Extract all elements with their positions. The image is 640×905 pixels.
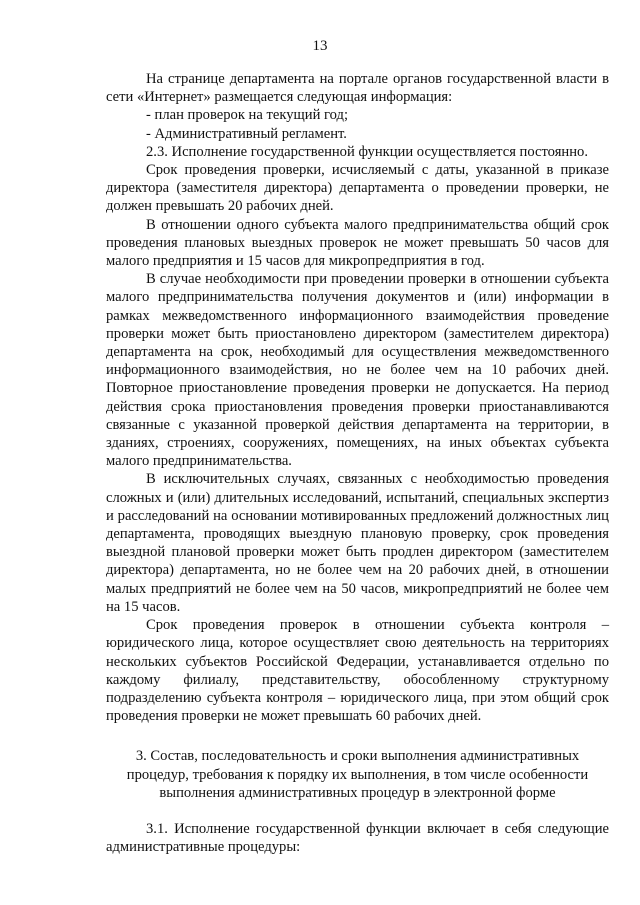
paragraph-small-business-limit: В отношении одного субъекта малого предпринимательства общий срок проведения плановых выездных проверок не может превышать 50 часов для малого предприятия и 15 часов для микропредприятия в год.: [106, 216, 609, 270]
paragraph-inspection-term: Срок проведения проверки, исчисляемый с даты, указанной в приказе директора (заместителя директора) департамента о проведении проверки, не должен превышать 20 рабочих дней.: [106, 162, 609, 215]
section-heading-3: 3. Состав, последовательность и сроки выполнения административных процедур, требования к порядку их выполнения, в том числе особенности выполнения административных процедур в электронной форме: [126, 748, 589, 801]
list-item-inspection-plan: - план проверок на текущий год;: [146, 107, 349, 124]
paragraph-3-1: 3.1. Исполнение государственной функции включает в себя следующие административные процедуры:: [106, 820, 609, 856]
page-number: 13: [312, 38, 328, 54]
paragraph-extension: В исключительных случаях, связанных с необходимостью проведения сложных и (или) длительных исследований, испытаний, специальных экспертиз и расследований на основании мотивированных предложений должностных лиц департамента, проводящих выездную плановую проверку, срок проведения выездной плановой проверки может быть продлен директором (заместителем директора) департамента, но не более чем на 20 рабочих дней, в отношении малых предприятий не более чем на 50 часов, микропредприятий не более чем на 15 часов.: [106, 471, 609, 615]
document-body: [106, 70, 609, 856]
paragraph-2-3: 2.3. Исполнение государственной функции осуществляется постоянно.: [146, 143, 588, 160]
list-item-regulation: - Административный регламент.: [146, 125, 347, 142]
paragraph-branches: Срок проведения проверок в отношении субъекта контроля – юридического лица, которое осуществляет свою деятельность на территориях нескольких субъектов Российской Федерации, устанавливается отдельно по каждому филиалу, представительству, обособленному структурному подразделению субъекта контроля – юридического лица, при этом общий срок проведения проверки не может превышать 60 рабочих дней.: [106, 617, 609, 725]
paragraph-suspension: В случае необходимости при проведении проверки в отношении субъекта малого предпринимательства получения документов и (или) информации в рамках межведомственного информационного взаимодействия проведение проверки может быть приостановлено директором (заместителем директора) департамента на срок, необходимый для осуществления межведомственного информационного взаимодействия, но не более чем на 10 рабочих дней. Повторное приостановление проведения проверки не допускается. На период действия срока приостановления проведения проверки приостанавливаются связанные с указанной проверкой действия департамента на территории, в зданиях, строениях, сооружениях, помещениях, на иных объектах субъекта малого предпринимательства.: [106, 271, 609, 470]
paragraph-website-info: На странице департамента на портале органов государственной власти в сети «Интернет» размещается следующая информация:: [106, 71, 609, 106]
